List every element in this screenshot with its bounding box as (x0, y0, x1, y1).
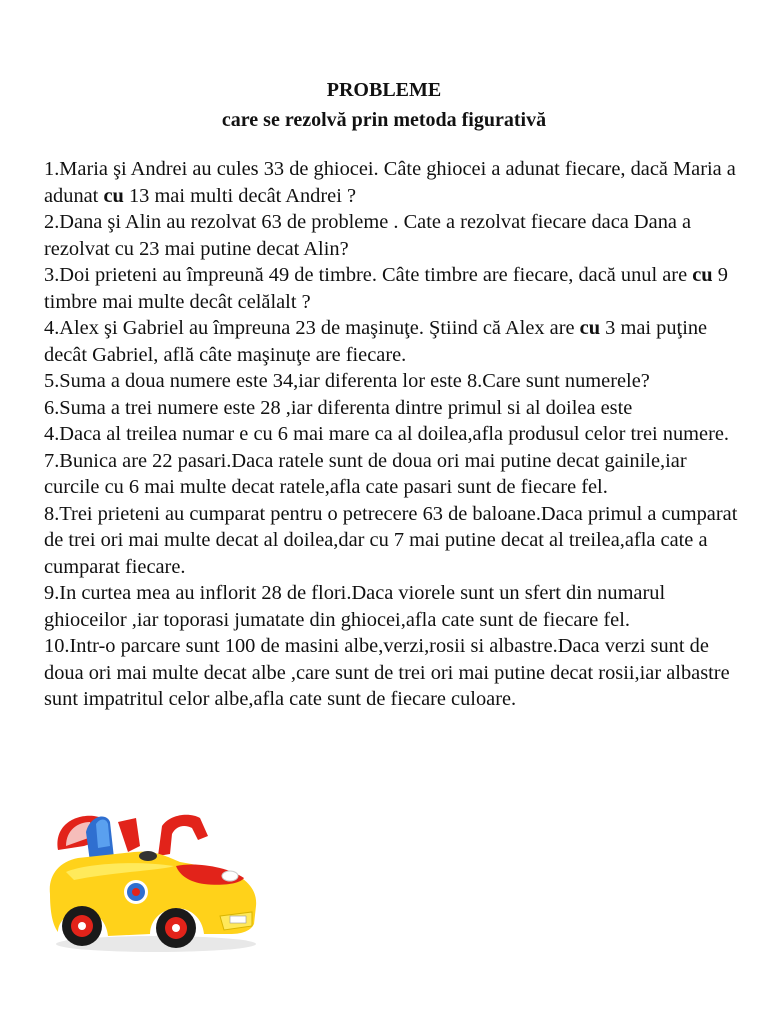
problem-item: 6.Suma a trei numere este 28 ,iar diferenta dintre primul si al doilea este (44, 396, 633, 419)
page-subtitle: care se rezolvă prin metoda figurativă (221, 109, 547, 131)
problem-item: 2.Dana şi Alin au rezolvat 63 de probleme . Cate a rezolvat fiecare daca Dana a rezolvat cu 23 mai putine decat Alin? (44, 211, 692, 260)
problem-list (44, 156, 744, 713)
page-title: PROBLEME (326, 79, 442, 101)
problem-item: 5.Suma a doua numere este 34,iar diferenta lor este 8.Care sunt numerele? (44, 370, 650, 392)
problem-item: 10.Intr-o parcare sunt 100 de masini albe,verzi,rosii si albastre.Daca verzi sunt de doua ori mai multe decat albe ,care sunt de trei ori mai putine decat rosii,iar albastre sunt impatritul celor albe,afla cate sunt de fiecare culoare. (44, 635, 730, 710)
problem-item: 1.Maria şi Andrei au cules 33 de ghiocei. Câte ghiocei a adunat fiecare, dacă Maria a adunat cu 13 mai multi decât Andrei ? (44, 158, 736, 207)
problem-item: 3.Doi prieteni au împreună 49 de timbre. Câte timbre are fiecare, dacă unul are cu 9 timbre mai multe decât celălalt ? (44, 264, 728, 313)
problem-item: 7.Bunica are 22 pasari.Daca ratele sunt de doua ori mai putine decat gainile,iar curcile cu 6 mai multe decat ratele,afla cate pasari sunt de fiecare fel. (44, 449, 687, 498)
problem-item: 8.Trei prieteni au cumparat pentru o petrecere 63 de baloane.Daca primul a cumparat de trei ori mai multe decat al doilea,dar cu 7 mai putine decat al treilea,afla cate a cumparat fiecare. (44, 502, 738, 578)
problem-item: 4.Alex şi Gabriel au împreuna 23 de maşinuţe. Ştiind că Alex are cu 3 mai puţine decât Gabriel, află câte maşinuţe are fiecare. (44, 317, 708, 366)
toy-car-icon (44, 806, 264, 954)
problem-item: 4.Daca al treilea numar e cu 6 mai mare ca al doilea,afla produsul celor trei numere. (44, 423, 730, 445)
problem-item: 9.In curtea mea au inflorit 28 de flori.Daca viorele sunt un sfert din numarul ghioceilor ,iar toporasi jumatate din ghiocei,afla cate sunt de fiecare fel. (44, 582, 666, 631)
